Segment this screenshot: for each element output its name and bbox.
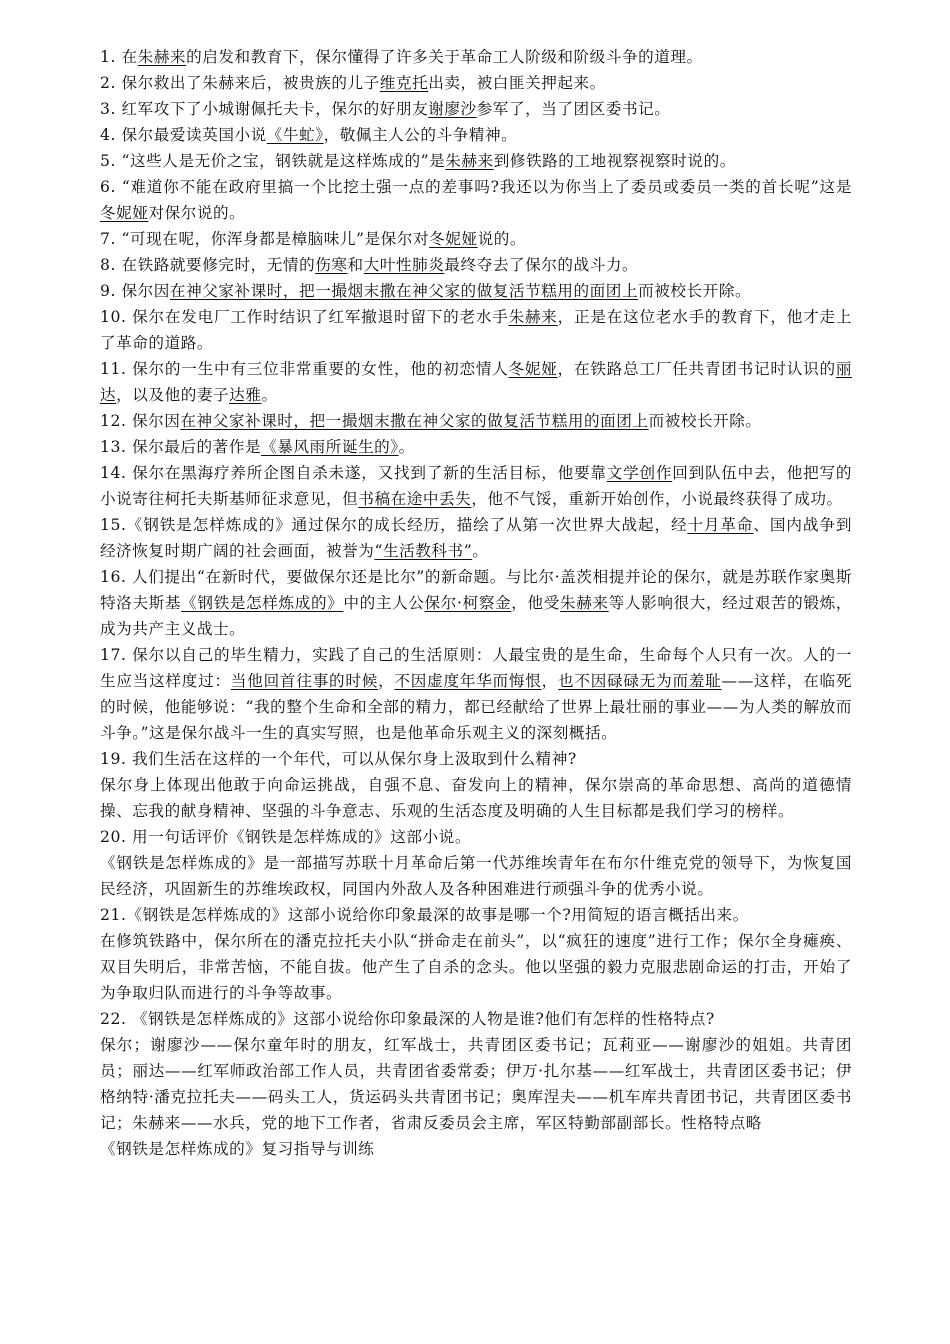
paragraph	[100, 564, 852, 642]
text-run: 在修筑铁路中，保尔所在的潘克拉托夫小队“拼命走在前头”，以“疯狂的速度”进行工作；保尔全身瘫痪、双目失明后，非常苦恼，不能自拔。他产生了自杀的念头。他以坚强的毅力克服悲剧命运的打击，开始了为争取归队而进行的斗争等故事。	[100, 932, 852, 1002]
text-run: 、国内战争到经济恢复时期广阔的社会画面，被誉为	[100, 516, 852, 560]
underlined-answer: 当他回首往事的时候	[230, 672, 379, 690]
text-run: ，以及他的妻子	[116, 386, 230, 404]
paragraph	[100, 902, 852, 928]
text-run: 和	[347, 256, 364, 274]
text-run: 保尔；谢廖沙——保尔童年时的朋友，红军战士，共青团区委书记；瓦莉亚——谢廖沙的姐姐。共青团员；丽达——红军师政治部工作人员，共青团省委常委；伊万·扎尔基——红军战士，共青团区委书记；伊格纳特·潘克拉托夫——码头工人，货运码头共青团书记；奥库涅夫——机车库共青团书记，共青团区委书记；朱赫来——水兵，党的地下工作者，省肃反委员会主席，军区特勤部副部长。性格特点略	[100, 1036, 852, 1132]
text-run: ，他受	[511, 594, 560, 612]
text-run: 16. 人们提出“在新时代，要做保尔还是比尔”的新命题。与比尔·盖茨相提并论的保尔，就是苏联作家奥斯特洛夫斯基	[100, 568, 852, 612]
paragraph	[100, 44, 852, 70]
text-run: 《钢铁是怎样炼成的》是一部描写苏联十月革命后第一代苏维埃青年在布尔什维克党的领导下，为恢复国民经济，巩固新生的苏维埃政权，同国内外敌人及各种困难进行顽强斗争的优秀小说。	[100, 854, 852, 898]
text-run: 14. 保尔在黑海疗养所企图自杀未遂，又找到了新的生活目标，他要靠	[100, 464, 607, 482]
text-run: 最终夺去了保尔的战斗力。	[444, 256, 639, 274]
paragraph	[100, 928, 852, 1006]
text-run: 10. 保尔在发电厂工作时结识了红军撤退时留下的老水手	[100, 308, 509, 326]
underlined-answer: 文学创作	[606, 464, 673, 482]
text-run: 1. 在	[100, 48, 138, 66]
paragraph	[100, 850, 852, 902]
text-run: 中的主人公	[343, 594, 425, 612]
text-run: 而被校长开除。	[648, 412, 762, 430]
text-run: 的启发和教育下，保尔懂得了许多关于革命工人阶级和阶级斗争的道理。	[186, 48, 703, 66]
text-run: 。	[261, 386, 278, 404]
underlined-answer: 《暴风雨所诞生的》	[261, 438, 399, 456]
paragraph	[100, 356, 852, 408]
underlined-answer: 保尔·柯察金	[424, 594, 512, 612]
text-run: ，敬佩主人公的斗争精神。	[323, 126, 518, 144]
text-run: 到修铁路的工地视察视察时说的。	[493, 152, 736, 170]
text-run: 《钢铁是怎样炼成的》复习指导与训练	[100, 1140, 375, 1158]
paragraph	[100, 96, 852, 122]
paragraph	[100, 148, 852, 174]
underlined-answer: 《钢铁是怎样炼成的》	[181, 594, 344, 612]
underlined-answer: 丽达	[100, 360, 852, 404]
text-run: ，正是在这位老水手的教育下，他才走上了革命的道路。	[100, 308, 852, 352]
text-run: 7. “可现在呢，你浑身都是樟脑味儿”是保尔对	[100, 230, 430, 248]
underlined-answer: 冬妮娅	[508, 360, 558, 378]
underlined-answer: 书稿在途中丢失	[358, 490, 472, 508]
underlined-answer: 在神父家补课时，把一撮烟末撒在神父家的做复活节糕用的面团上	[180, 412, 649, 430]
document-page	[100, 44, 852, 1162]
text-run: 对保尔说的。	[148, 204, 246, 222]
paragraph	[100, 122, 852, 148]
text-run: 21.《钢铁是怎样炼成的》这部小说给你印象最深的故事是哪一个?用简短的语言概括出来。	[100, 906, 749, 924]
underlined-answer: 达雅	[229, 386, 262, 404]
text-run: 9. 保尔因	[100, 282, 170, 300]
paragraph	[100, 512, 852, 564]
text-run: ，	[378, 672, 395, 690]
text-run: 等人影响很大，经过艰苦的锻炼，成为共产主义战士。	[100, 594, 852, 638]
paragraph	[100, 434, 852, 460]
underlined-answer: 《牛虻》	[266, 126, 324, 144]
text-run: 出卖，被白匪关押起来。	[428, 74, 606, 92]
text-run: 8. 在铁路就要修完时，无情的	[100, 256, 316, 274]
underlined-answer: 十月革命	[687, 516, 754, 534]
paragraph	[100, 174, 852, 226]
paragraph	[100, 226, 852, 252]
underlined-answer: 在神父家补课时，把一撮烟末撒在神父家的做复活节糕用的面团上	[169, 282, 639, 300]
underlined-answer: 朱赫来	[559, 594, 609, 612]
text-run: ，在铁路总工厂任共青团书记时认识的	[557, 360, 836, 378]
text-run: 13. 保尔最后的著作是	[100, 438, 262, 456]
text-run: 参军了，当了团区委书记。	[476, 100, 671, 118]
paragraph	[100, 252, 852, 278]
paragraph	[100, 70, 852, 96]
underlined-answer: “生活教科书”	[374, 542, 473, 560]
paragraph	[100, 642, 852, 746]
underlined-answer: 冬妮娅	[429, 230, 478, 248]
text-run: 15.《钢铁是怎样炼成的》通过保尔的成长经历，描绘了从第一次世界大战起，经	[100, 516, 688, 534]
text-run: ，他不气馁，重新开始创作，小说最终获得了成功。	[471, 490, 843, 508]
text-run: ——这样，在临死的时候，他能够说：“我的整个生命和全部的精力，都已经献给了世界上最壮丽的事业——为人类的解放而斗争。”这是保尔战斗一生的真实写照，也是他革命乐观主义的深刻概括。	[100, 672, 852, 742]
underlined-answer: 谢廖沙	[428, 100, 477, 118]
underlined-answer: 朱赫来	[445, 152, 494, 170]
paragraph	[100, 304, 852, 356]
paragraph	[100, 278, 852, 304]
text-run: 4. 保尔最爱读英国小说	[100, 126, 267, 144]
text-run: 19. 我们生活在这样的一个年代，可以从保尔身上汲取到什么精神?	[100, 750, 577, 768]
paragraph	[100, 772, 852, 824]
text-run: 17. 保尔以自己的毕生精力，实践了自己的生活原则：人最宝贵的是生命，生命每个人只有一次。人的一生应当这样度过：	[100, 646, 852, 690]
paragraph	[100, 746, 852, 772]
text-run: 12. 保尔因	[100, 412, 181, 430]
paragraph	[100, 1006, 852, 1032]
paragraph	[100, 824, 852, 850]
text-run: 说的。	[477, 230, 526, 248]
text-run: 22. 《钢铁是怎样炼成的》这部小说给你印象最深的人物是谁?他们有怎样的性格特点?	[100, 1010, 715, 1028]
text-run: 。	[472, 542, 489, 560]
paragraph	[100, 408, 852, 434]
text-run: 20. 用一句话评价《钢铁是怎样炼成的》这部小说。	[100, 828, 471, 846]
text-run: 回到队伍中去，他把写的小说寄往柯托夫斯基师征求意见，但	[100, 464, 853, 508]
text-run: 。	[398, 438, 415, 456]
underlined-answer: 维克托	[379, 74, 429, 92]
paragraph	[100, 1032, 852, 1136]
underlined-answer: 也不因碌碌无为而羞耻	[557, 672, 722, 690]
text-run: 11. 保尔的一生中有三位非常重要的女性，他的初恋情人	[100, 360, 509, 378]
text-run: 保尔身上体现出他敢于向命运挑战，自强不息、奋发向上的精神，保尔崇高的革命思想、高尚的道德情操、忘我的献身精神、坚强的斗争意志、乐观的生活态度及明确的人生目标都是我们学习的榜样。	[100, 776, 852, 820]
underlined-answer: 不因虚度年华而悔恨	[394, 672, 542, 690]
underlined-answer: 朱赫来	[508, 308, 558, 326]
text-run: 6. “难道你不能在政府里搞一个比挖土强一点的差事吗?我还以为你当上了委员或委员一类的首长呢”这是	[100, 178, 852, 196]
paragraph	[100, 460, 852, 512]
paragraph	[100, 1136, 852, 1162]
text-run: ，	[541, 672, 558, 690]
underlined-answer: 朱赫来	[137, 48, 187, 66]
underlined-answer: 大叶性肺炎	[363, 256, 445, 274]
text-run: 2. 保尔救出了朱赫来后，被贵族的儿子	[100, 74, 380, 92]
underlined-answer: 冬妮娅	[100, 204, 149, 222]
text-run: 3. 红军攻下了小城谢佩托夫卡，保尔的好朋友	[100, 100, 429, 118]
text-run: 而被校长开除。	[638, 282, 752, 300]
underlined-answer: 伤寒	[315, 256, 348, 274]
text-run: 5. “这些人是无价之宝，钢铁就是这样炼成的”是	[100, 152, 446, 170]
